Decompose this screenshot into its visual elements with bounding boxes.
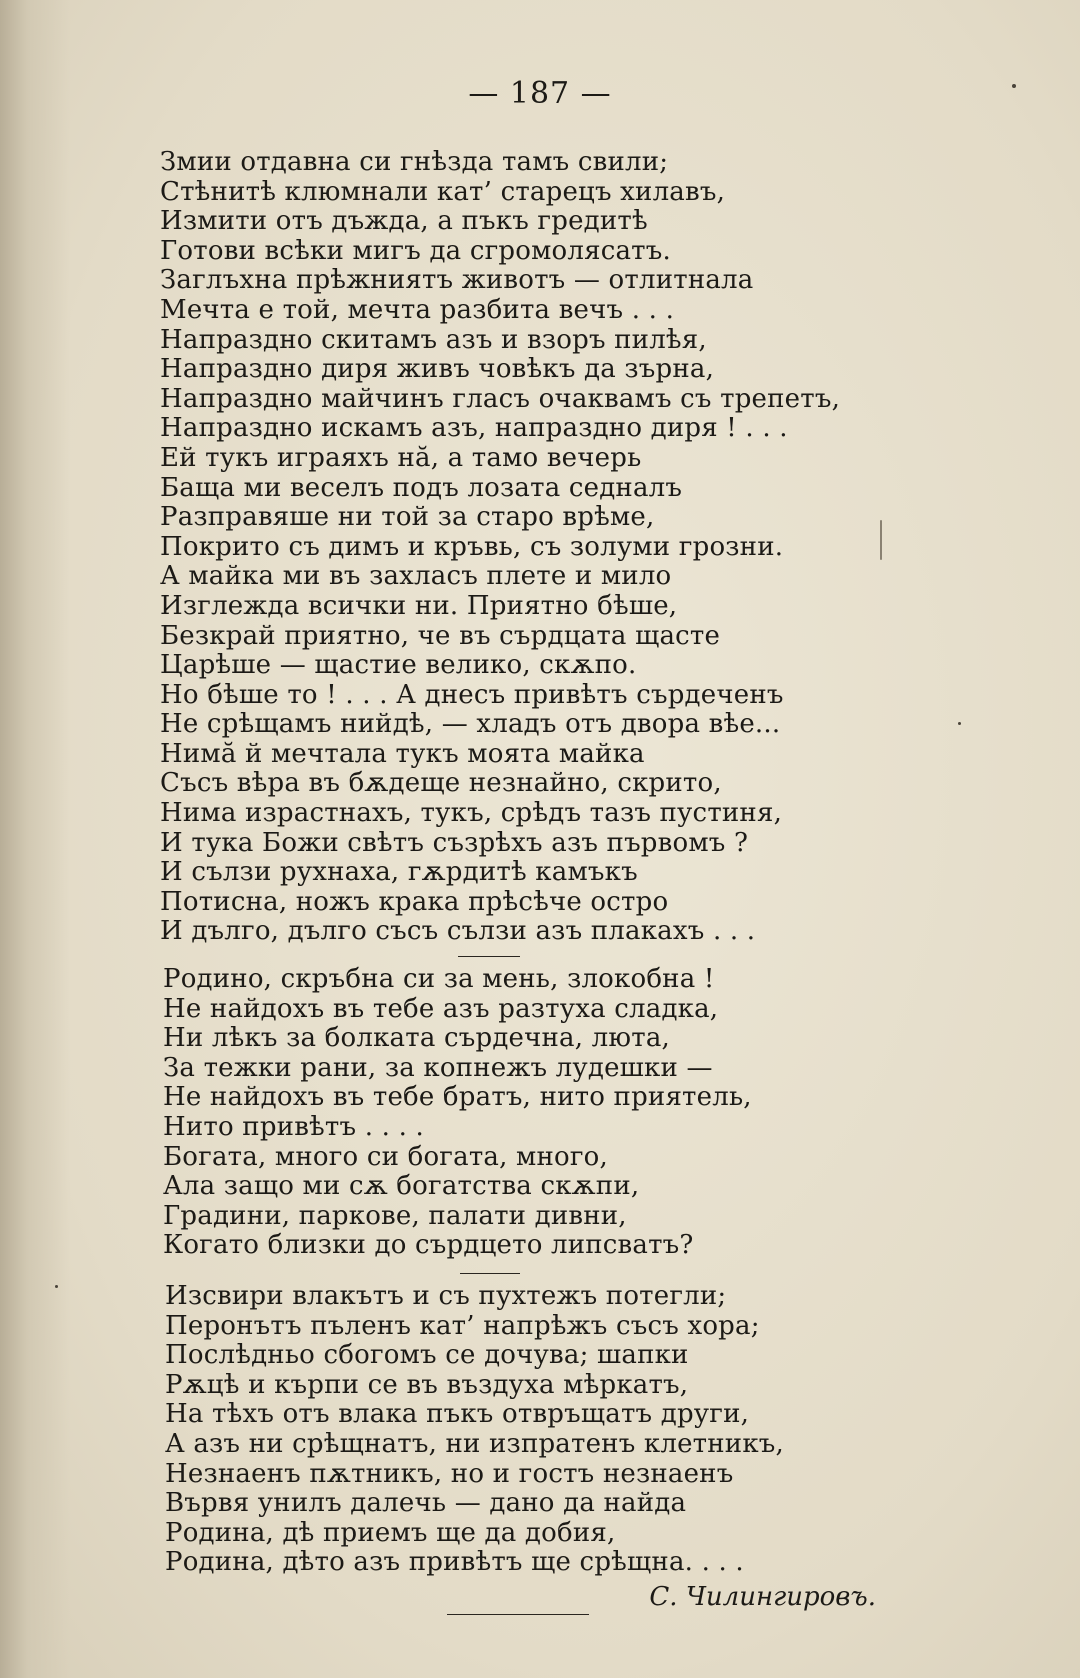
poem-line: Родино, скръбна си за мень, злокобна !: [163, 964, 715, 994]
poem-line: Мечта е той, мечта разбита вечъ . . .: [160, 294, 675, 325]
page-number: — 187 —: [468, 76, 612, 111]
poem-line: И дълго, дълго съсъ сълзи азъ плакахъ . . .: [160, 916, 756, 947]
poem-line: Ни лѣкъ за болката сърдечна, люта,: [163, 1023, 670, 1054]
poem-line: Ала защо ми сѫ богатства скѫпи,: [163, 1171, 640, 1202]
binding-shadow: [0, 0, 70, 1678]
poem-line: Безкрай приятно, че въ сърдцата щасте: [160, 620, 721, 651]
poem-line: Родина, дѣто азъ привѣтъ ще срѣщна. . . .: [165, 1547, 744, 1578]
poem-line: Нима израстнахъ, тукъ, срѣдъ тазъ пустиня,: [160, 798, 783, 829]
end-rule: [447, 1614, 589, 1615]
poem-line: Нито привѣтъ . . . .: [163, 1111, 424, 1142]
poem-line: Перонътъ пъленъ кат’ напрѣжъ съсъ хора;: [165, 1310, 760, 1341]
poem-line: Нимӑ й мечтала тукъ моята майка: [160, 738, 645, 769]
poem-line: А майка ми въ захласъ плете и мило: [160, 561, 672, 592]
poem-line: Стѣнитѣ клюмнали кат’ старецъ хилавъ,: [160, 176, 726, 207]
stanza-divider: [458, 956, 520, 957]
poem-stanza-2: [163, 965, 1023, 1261]
paper-scratch: [880, 520, 882, 560]
poem-line: Съсъ вѣра въ бѫдеще незнайно, скрито,: [160, 768, 722, 799]
poem-line: Изсвири влакътъ и съ пухтежъ потегли;: [165, 1281, 727, 1311]
poem-line: Незнаенъ пѫтникъ, но и гостъ незнаенъ: [165, 1458, 734, 1489]
poem-line: Напраздно диря живъ човѣкъ да зърна,: [160, 354, 715, 385]
poem-line: Градини, паркове, палати дивни,: [163, 1200, 627, 1231]
poem-line: И сълзи рухнаха, гѫрдитѣ камъкъ: [160, 857, 638, 888]
poem-line: Не найдохъ въ тебе азъ разтуха сладка,: [163, 993, 719, 1024]
paper-speck: [958, 722, 961, 725]
poem-line: Изглежда всички ни. Приятно бѣше,: [160, 590, 678, 621]
poem-line: Напраздно искамъ азъ, напраздно диря ! . . .: [160, 413, 788, 444]
paper-speck: [1012, 84, 1016, 88]
poem-line: Родина, дѣ приемъ ще да добия,: [165, 1517, 616, 1548]
poem-line: Вървя унилъ далечь — дано да найда: [165, 1488, 687, 1519]
poem-line: Змии отдавна си гнѣзда тамъ свили;: [160, 147, 669, 177]
poem-line: Не срѣщамъ нийдѣ, — хладъ отъ двора вѣе...: [160, 709, 781, 740]
poem-line: За тежки рани, за копнежъ лудешки —: [163, 1052, 713, 1083]
poem-line: Но бѣше то ! . . . А днесъ привѣтъ сърдеченъ: [160, 679, 784, 710]
poem-line: Царѣше — щастие велико, скѫпо.: [160, 650, 637, 681]
poem-line: И тука Божи свѣтъ съзрѣхъ азъ първомъ ?: [160, 827, 749, 858]
poem-line: А азъ ни срѣщнатъ, ни изпратенъ клетникъ,: [165, 1428, 784, 1459]
poem-line: На тѣхъ отъ влака пъкъ отвръщатъ други,: [165, 1399, 750, 1430]
poem-line: Послѣдньо сбогомъ се дочува; шапки: [165, 1340, 689, 1371]
poem-stanza-3: [165, 1282, 1025, 1578]
stanza-divider: [460, 1273, 520, 1274]
poem-line: Богата, много си богата, много,: [163, 1141, 608, 1172]
poem-line: Баща ми веселъ подъ лозата седналъ: [160, 472, 683, 503]
poem-stanza-1: [160, 148, 1020, 947]
poem-line: Рѫцѣ и кърпи се въ въздуха мѣркатъ,: [165, 1369, 689, 1400]
poem-line: Потисна, ножъ крака прѣсѣче остро: [160, 886, 669, 917]
poem-line: Напраздно скитамъ азъ и взоръ пилѣя,: [160, 324, 707, 355]
poem-line: Когато близки до сърдцето липсватъ?: [163, 1230, 694, 1261]
author-signature: С. Чилингировъ.: [649, 1582, 876, 1612]
paper-speck: [55, 1285, 58, 1288]
poem-line: Разправяше ни той за старо врѣме,: [160, 502, 655, 533]
poem-line: Ей тукъ играяхъ нӑ, а тамо вечерь: [160, 442, 642, 473]
poem-line: Покрито съ димъ и кръвь, съ золуми грозни.: [160, 531, 784, 562]
poem-line: Заглъхна прѣжниятъ животъ — отлитнала: [160, 265, 754, 296]
poem-line: Измити отъ дъжда, а пъкъ гредитѣ: [160, 206, 648, 237]
poem-line: Напраздно майчинъ гласъ очаквамъ съ трепетъ,: [160, 383, 841, 414]
poem-line: Готови всѣки мигъ да сгромолясатъ.: [160, 235, 671, 266]
poem-line: Не найдохъ въ тебе братъ, нито приятель,: [163, 1082, 752, 1113]
